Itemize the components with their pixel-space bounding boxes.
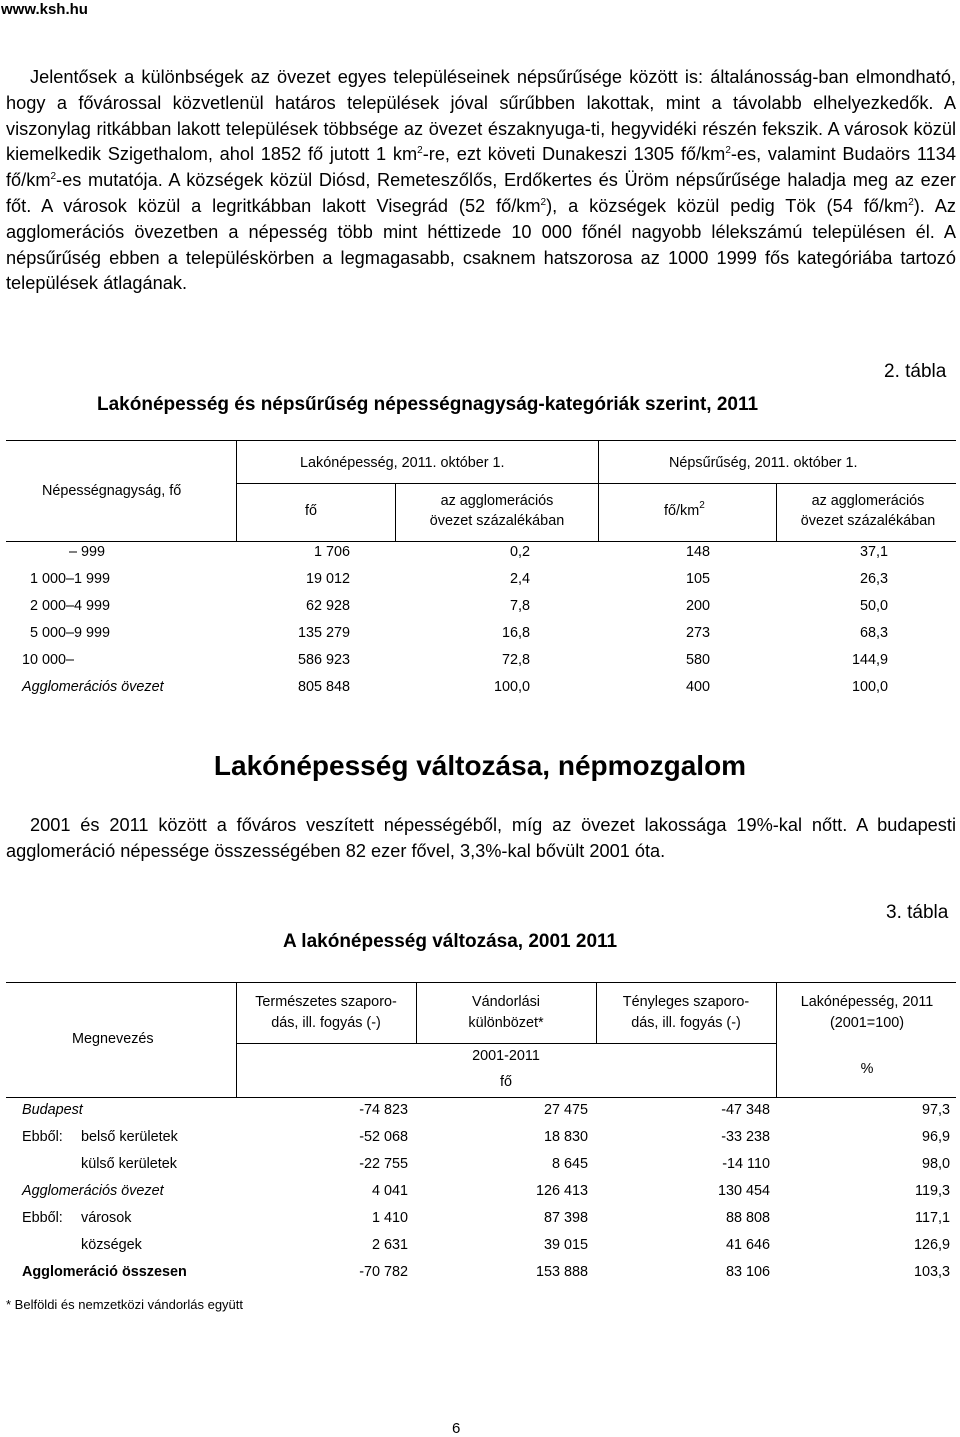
table3-cell: 2 631 — [371, 1237, 408, 1253]
table3-row-prefix: Ebből: — [22, 1210, 63, 1226]
table2-cell: 273 — [685, 625, 710, 641]
table3-row-label: Budapest — [22, 1102, 83, 1118]
table2-row-label: 10 000– — [22, 652, 75, 668]
table3-cell: 88 808 — [725, 1210, 770, 1226]
table3-row-label: városok — [81, 1210, 132, 1226]
table3-cell: 18 830 — [543, 1129, 588, 1145]
table3-title: A lakónépesség változása, 2001 2011 — [283, 931, 618, 952]
table2-cell: 135 279 — [297, 625, 350, 641]
table3-cell: 1 410 — [371, 1210, 408, 1226]
table3-row-header: Megnevezés — [72, 1031, 154, 1047]
table2-cell: 1 706 — [313, 544, 350, 560]
table3-col-header: dás, ill. fogyás (-) — [631, 1015, 741, 1031]
table3-cell: 27 475 — [543, 1102, 588, 1118]
site-url[interactable]: www.ksh.hu — [1, 1, 88, 18]
table2-vrule — [236, 440, 237, 541]
table2-cell: 2,4 — [509, 571, 530, 587]
table2-row-label: – 999 — [69, 544, 106, 560]
page-number: 6 — [452, 1420, 461, 1437]
table3-cell: -33 238 — [721, 1129, 770, 1145]
table3-header-rule — [6, 1097, 956, 1098]
table3-cell: 39 015 — [543, 1237, 588, 1253]
table2-cell: 200 — [685, 598, 710, 614]
table3-cell: 4 041 — [371, 1183, 408, 1199]
table2-cell: 100,0 — [493, 679, 530, 695]
table2-cell: 26,3 — [859, 571, 888, 587]
table3-cell: 83 106 — [725, 1264, 770, 1280]
table2-title: Lakónépesség és népsűrűség népességnagyság-kategóriák szerint, 2011 — [97, 394, 759, 415]
table3-cell: 87 398 — [543, 1210, 588, 1226]
table3-cell: -47 348 — [721, 1102, 770, 1118]
table3-col-header: Természetes szaporo- — [255, 994, 397, 1010]
table2-col-header: fő — [305, 503, 318, 519]
table2-row-label: 1 000–1 999 — [30, 571, 111, 587]
table3-cell: -74 823 — [359, 1102, 408, 1118]
table3-vrule — [776, 982, 777, 1097]
intro-paragraph: Jelentősek a különbségek az övezet egyes településeinek népsűrűsége között is: általánosság-ban elmondható, hogy a fővárossal közvetlenül határos települések jóval sűrűbben lakottak, mint a távolabb elhelyezkedők. A viszonylag ritkábban lakott települések többsége az övezet északnyuga-ti, hegyvidéki részén fekszik. A városok közül kiemelkedik Szigethalom, ahol 1852 fő jutott 1 $km^2-re$, ezt követi Dunakeszi 1305 $fő/km^2-es$, valamint Budaörs 1134 $fő/km^2-es$ mutatója. A községek közül Diósd, Remeteszőlős, Erdőkertes és Üröm népsűrűsége haladja meg az ezer főt. A városok közül a legritkábban lakott Visegrád (52 $fő/km^2$), a községek közül pedig Tök (54 $fő/km^2$). Az agglomerációs övezetben a népesség több mint héttizede 10 000 főnél nagyobb lélekszámú településen él. A népsűrűség ebben a településkörben a legmagasabb, csaknem hatszorosa az 1000 1999 fős kategóriába tartozó települések átlagának. — [6, 67, 956, 294]
table3-cell: 8 645 — [551, 1156, 588, 1172]
table2-header-rule — [6, 541, 956, 542]
table2-cell: 37,1 — [859, 544, 888, 560]
table3-col-header: különbözet* — [468, 1015, 544, 1031]
table2-group2-header: Népsűrűség, 2011. október 1. — [669, 455, 858, 471]
table3-row-prefix: Ebből: — [22, 1129, 63, 1145]
table2-top-rule — [6, 440, 956, 441]
table3-col-header: (2001=100) — [829, 1015, 904, 1031]
table2-cell: 16,8 — [501, 625, 530, 641]
table2-row-label: Agglomerációs övezet — [22, 679, 164, 695]
table2-col-header: az agglomerációs — [811, 493, 925, 509]
table2-col-header: övezet százalékában — [429, 513, 565, 529]
table3-footnote: * Belföldi és nemzetközi vándorlás együtt — [6, 1297, 244, 1312]
table3-cell: 126 413 — [535, 1183, 588, 1199]
table2-row-label: 5 000–9 999 — [30, 625, 111, 641]
table2-row-label: 2 000–4 999 — [30, 598, 111, 614]
table2-label: 2. tábla — [884, 361, 947, 382]
table3-cell: 96,9 — [921, 1129, 950, 1145]
table3-cell: -70 782 — [359, 1264, 408, 1280]
table2-cell: 72,8 — [501, 652, 530, 668]
table2-cell: 105 — [685, 571, 710, 587]
table3-row-label: Agglomerációs övezet — [22, 1183, 164, 1199]
table3-cell: 130 454 — [717, 1183, 770, 1199]
table3-cell: 97,3 — [921, 1102, 950, 1118]
table2-cell: 148 — [685, 544, 710, 560]
table2-cell: 400 — [685, 679, 710, 695]
table3-vrule — [416, 982, 417, 1043]
table2-cell: 144,9 — [851, 652, 888, 668]
table2-cell: 19 012 — [305, 571, 350, 587]
table2-cell: 62 928 — [305, 598, 350, 614]
table3-cell: 103,3 — [913, 1264, 950, 1280]
table3-vrule — [596, 982, 597, 1043]
table2-cell: 580 — [685, 652, 710, 668]
table3-unit-pct: % — [860, 1061, 874, 1077]
table3-cell: 119,3 — [915, 1183, 950, 1199]
table2-cell: 50,0 — [859, 598, 888, 614]
table2-cell: 586 923 — [297, 652, 350, 668]
table3-top-rule — [6, 982, 956, 983]
table3-col-header: dás, ill. fogyás (-) — [271, 1015, 381, 1031]
table3-cell: -52 068 — [359, 1129, 408, 1145]
table2-cell: 7,8 — [509, 598, 530, 614]
table3-row-label: külső kerületek — [81, 1156, 177, 1172]
table2-vrule — [776, 483, 777, 541]
table3-row-label: községek — [81, 1237, 142, 1253]
table2-vrule — [395, 483, 396, 541]
table2-group1-header: Lakónépesség, 2011. október 1. — [300, 455, 505, 471]
table3-cell: 153 888 — [535, 1264, 588, 1280]
table2-cell: 805 848 — [297, 679, 350, 695]
table3-row-label: belső kerületek — [81, 1129, 178, 1145]
table2-cell: 100,0 — [851, 679, 888, 695]
table3-unit: fő — [499, 1074, 512, 1090]
table3-label: 3. tábla — [886, 902, 949, 923]
table2-col-header: az agglomerációs — [440, 493, 554, 509]
section-title: Lakónépesség változása, népmozgalom — [213, 750, 747, 781]
table3-row-label: Agglomeráció összesen — [22, 1264, 187, 1280]
table3-col-header: Vándorlási — [472, 994, 540, 1010]
table2-cell: 0,2 — [509, 544, 530, 560]
table2-cell: 68,3 — [859, 625, 888, 641]
table2-row-header: Népességnagyság, fő — [42, 483, 182, 499]
table3-cell: 98,0 — [921, 1156, 950, 1172]
table3-cell: -22 755 — [359, 1156, 408, 1172]
table3-cell: 117,1 — [915, 1210, 950, 1226]
table2-vrule — [598, 440, 599, 541]
table3-cell: 126,9 — [913, 1237, 950, 1253]
table3-cell: -14 110 — [722, 1156, 770, 1172]
table3-period-rule — [236, 1043, 776, 1044]
table2-col-header: övezet százalékában — [800, 513, 936, 529]
table3-col-header: Lakónépesség, 2011 — [800, 994, 934, 1010]
table2-group-rule — [236, 483, 956, 484]
table3-period: 2001-2011 — [472, 1048, 540, 1064]
table2-col-header: $fő/km^2$ — [664, 500, 705, 519]
population-change-paragraph: 2001 és 2011 között a főváros veszített népességéből, míg az övezet lakossága 19%-kal nőtt. A budapesti agglomeráció népessége összességében 82 ezer fővel, 3,3%-kal bővült 2001 óta. — [6, 815, 956, 861]
table3-col-header: Tényleges szaporo- — [622, 994, 750, 1010]
table3-cell: 41 646 — [725, 1237, 770, 1253]
